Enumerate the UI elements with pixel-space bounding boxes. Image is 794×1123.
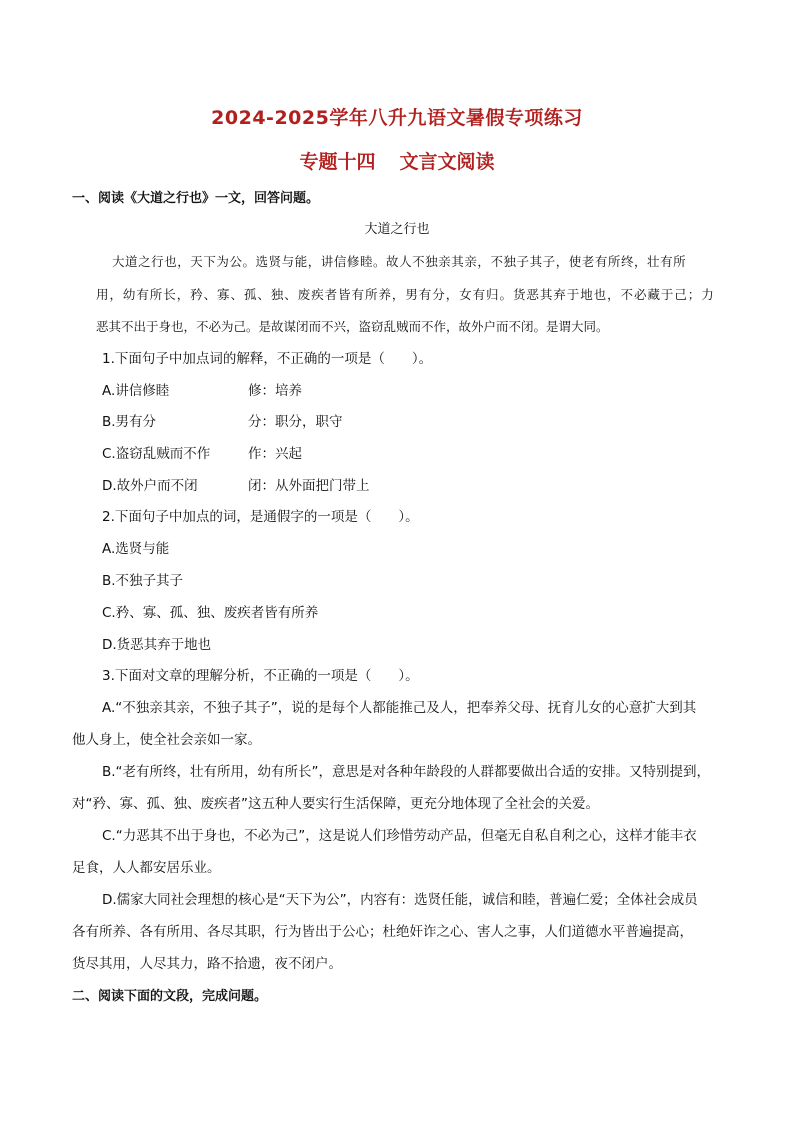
question-2-stem: 2.下面句子中加点的词，是通假字的一项是（ ）。 bbox=[102, 509, 419, 525]
question-3-option-d: 货尽其用，人尽其力，路不拾遗，夜不闭户。 bbox=[72, 956, 342, 972]
question-1-option bbox=[102, 379, 302, 399]
option-text: A.讲信修睦 bbox=[102, 383, 170, 399]
question-3-option-b: 对“矜、寡、孤、独、废疾者”这五种人要实行生活保障，更充分地体现了全社会的关爱。 bbox=[72, 796, 599, 812]
passage-line: 用，幼有所长，矜、寡、孤、独、废疾者皆有所养，男有分，女有归。货恶其弃于地也，不必藏于己；力 bbox=[96, 287, 715, 302]
question-1-option bbox=[102, 442, 302, 462]
topic-number: 专题十四 bbox=[299, 151, 376, 173]
option-definition: 修：培养 bbox=[248, 383, 302, 399]
question-2-option: A.选贤与能 bbox=[102, 541, 170, 557]
document-title: 2024-2025学年八升九语文暑假专项练习 bbox=[211, 107, 583, 129]
option-definition: 分：职分，职守 bbox=[248, 414, 343, 430]
question-2-option: B.不独子其子 bbox=[102, 573, 184, 589]
question-1-option bbox=[102, 474, 370, 494]
question-3-option-a: A.“不独亲其亲，不独子其子”，说的是每个人都能推己及人，把奉养父母、抚育儿女的心意扩大到其 bbox=[102, 700, 697, 716]
question-3-option-d: 各有所养、各有所用、各尽其职，行为皆出于公心；杜绝奸诈之心、害人之事，人们道德水平普遍提高， bbox=[72, 924, 693, 940]
option-text: D.故外户而不闭 bbox=[102, 478, 198, 494]
topic-name: 文言文阅读 bbox=[399, 151, 495, 173]
question-1-stem: 1.下面句子中加点词的解释，不正确的一项是（ ）。 bbox=[102, 351, 433, 367]
document-subtitle bbox=[0, 147, 794, 174]
question-1-option bbox=[102, 410, 343, 430]
option-definition: 作：兴起 bbox=[248, 446, 302, 462]
passage-line: 大道之行也，天下为公。选贤与能，讲信修睦。故人不独亲其亲，不独子其子，使老有所终，壮有所 bbox=[112, 254, 687, 269]
passage-line: 恶其不出于身也，不必为己。是故谋闭而不兴，盗窃乱贼而不作，故外户而不闭。是谓大同。 bbox=[96, 319, 609, 334]
question-3-stem: 3.下面对文章的理解分析，不正确的一项是（ ）。 bbox=[102, 668, 419, 684]
section1-heading: 一、阅读《大道之行也》一文，回答问题。 bbox=[72, 191, 320, 206]
option-definition: 闭：从外面把门带上 bbox=[248, 478, 370, 494]
section2-heading: 二、阅读下面的文段，完成问题。 bbox=[72, 989, 268, 1004]
question-3-option-d: D.儒家大同社会理想的核心是“天下为公”，内容有：选贤任能，诚信和睦，普遍仁爱；全体社会成员 bbox=[102, 892, 698, 908]
question-2-option: C.矜、寡、孤、独、废疾者皆有所养 bbox=[102, 605, 319, 621]
question-2-option: D.货恶其弃于地也 bbox=[102, 637, 212, 653]
question-3-option-b: B.“老有所终，壮有所用，幼有所长”，意思是对各种年龄段的人群都要做出合适的安排。又特别提到， bbox=[102, 764, 711, 780]
passage-title: 大道之行也 bbox=[364, 222, 430, 237]
question-3-option-c: 足食，人人都安居乐业。 bbox=[72, 860, 221, 876]
option-text: C.盗窃乱贼而不作 bbox=[102, 446, 211, 462]
option-text: B.男有分 bbox=[102, 414, 157, 430]
question-3-option-a: 他人身上，使全社会亲如一家。 bbox=[72, 732, 261, 748]
question-3-option-c: C.“力恶其不出于身也，不必为己”，这是说人们珍惜劳动产品，但毫无自私自利之心，这样才能丰衣 bbox=[102, 828, 697, 844]
